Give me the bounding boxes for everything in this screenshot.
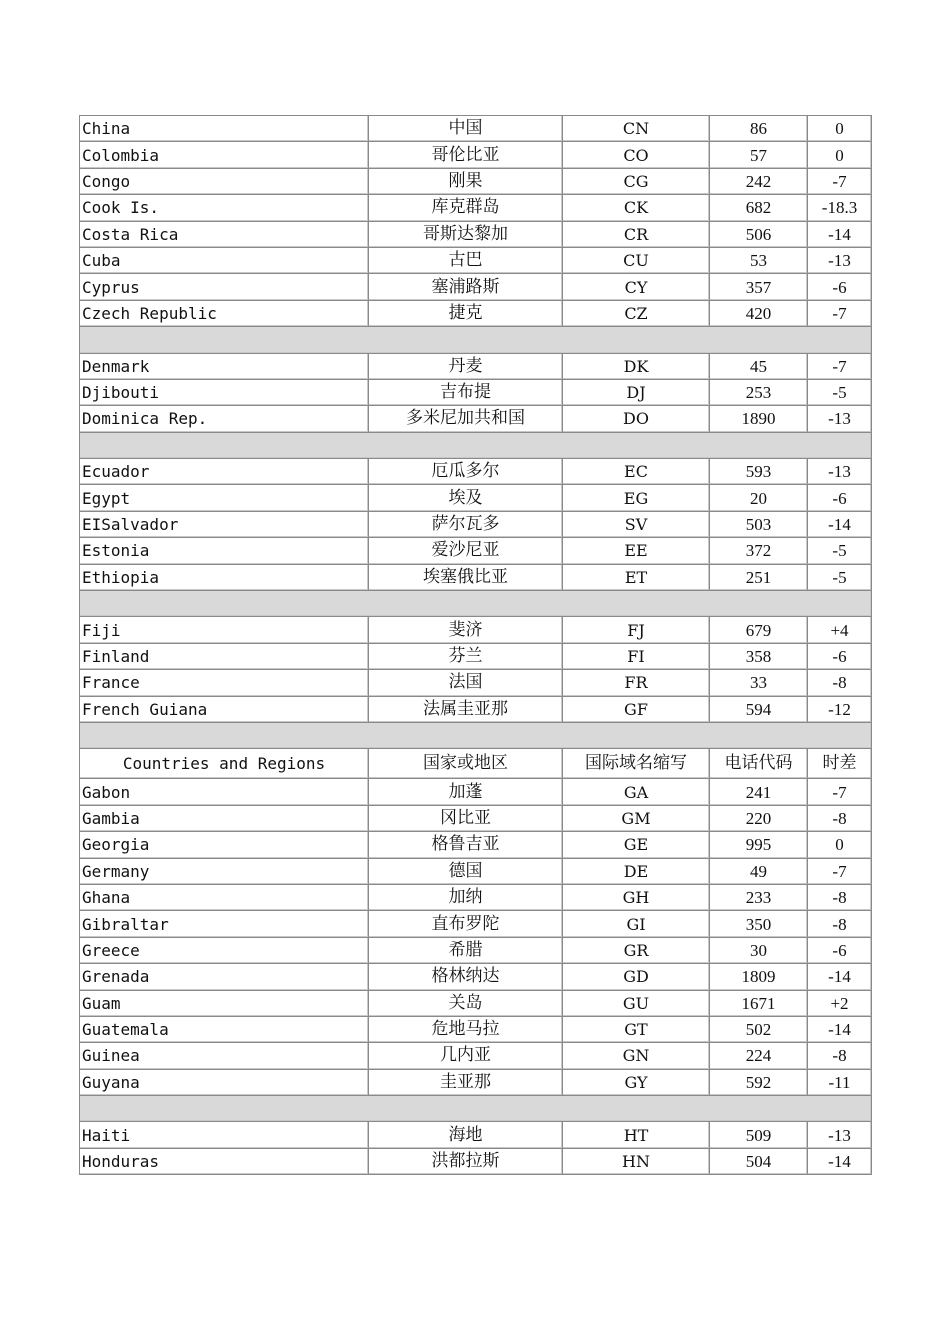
country-name-zh-cell: 埃及 <box>369 485 563 511</box>
time-difference-cell: -6 <box>808 485 872 511</box>
country-name-en-cell: Fiji <box>80 617 369 643</box>
time-difference-cell: -14 <box>808 221 872 247</box>
phone-code-cell: 241 <box>710 779 808 805</box>
domain-code-cell: SV <box>563 511 710 537</box>
phone-code-cell: 49 <box>710 858 808 884</box>
country-name-zh-cell: 希腊 <box>369 937 563 963</box>
table-row <box>80 353 872 379</box>
table-row <box>80 884 872 910</box>
domain-code-cell: HT <box>563 1122 710 1148</box>
country-name-en-cell: Guam <box>80 990 369 1016</box>
country-name-en-cell: Egypt <box>80 485 369 511</box>
country-name-zh-cell: 多米尼加共和国 <box>369 406 563 432</box>
time-difference-cell: -7 <box>808 858 872 884</box>
country-name-zh-cell: 格鲁吉亚 <box>369 832 563 858</box>
time-difference-cell: -5 <box>808 564 872 590</box>
country-name-en-cell: China <box>80 116 369 142</box>
phone-code-cell: 995 <box>710 832 808 858</box>
country-name-zh-cell: 海地 <box>369 1122 563 1148</box>
table-row <box>80 247 872 273</box>
country-name-zh-cell: 圭亚那 <box>369 1069 563 1095</box>
domain-code-cell: GE <box>563 832 710 858</box>
time-difference-cell: -13 <box>808 459 872 485</box>
table-row <box>80 805 872 831</box>
domain-code-cell: GI <box>563 911 710 937</box>
phone-code-cell: 502 <box>710 1016 808 1042</box>
country-name-zh-cell: 芬兰 <box>369 643 563 669</box>
table-row <box>80 221 872 247</box>
table-row <box>80 1043 872 1069</box>
phone-code-cell: 679 <box>710 617 808 643</box>
time-difference-cell: -8 <box>808 805 872 831</box>
domain-code-cell: GA <box>563 779 710 805</box>
domain-code-cell: EG <box>563 485 710 511</box>
time-difference-cell: -14 <box>808 1016 872 1042</box>
table-row <box>80 670 872 696</box>
section-separator-row <box>80 432 872 458</box>
domain-code-cell: ET <box>563 564 710 590</box>
domain-code-cell: GR <box>563 937 710 963</box>
domain-code-cell: CU <box>563 247 710 273</box>
table-row <box>80 274 872 300</box>
domain-code-cell: CO <box>563 142 710 168</box>
phone-code-cell: 420 <box>710 300 808 326</box>
country-name-en-cell: Georgia <box>80 832 369 858</box>
phone-code-cell: 251 <box>710 564 808 590</box>
country-name-zh-cell: 捷克 <box>369 300 563 326</box>
domain-code-cell: CZ <box>563 300 710 326</box>
domain-code-cell: CR <box>563 221 710 247</box>
domain-code-cell: CK <box>563 195 710 221</box>
table-row <box>80 168 872 194</box>
table-row <box>80 643 872 669</box>
country-name-zh-cell: 加纳 <box>369 884 563 910</box>
column-header-country-name-zh: 国家或地区 <box>369 749 563 779</box>
time-difference-cell: -13 <box>808 406 872 432</box>
table-row <box>80 911 872 937</box>
table-row <box>80 858 872 884</box>
table-row <box>80 511 872 537</box>
domain-code-cell: FI <box>563 643 710 669</box>
country-name-zh-cell: 厄瓜多尔 <box>369 459 563 485</box>
time-difference-cell: -7 <box>808 168 872 194</box>
country-name-en-cell: Guyana <box>80 1069 369 1095</box>
country-name-en-cell: Greece <box>80 937 369 963</box>
phone-code-cell: 506 <box>710 221 808 247</box>
time-difference-cell: -13 <box>808 247 872 273</box>
country-name-en-cell: Finland <box>80 643 369 669</box>
phone-code-cell: 503 <box>710 511 808 537</box>
phone-code-cell: 45 <box>710 353 808 379</box>
phone-code-cell: 86 <box>710 116 808 142</box>
country-name-zh-cell: 斐济 <box>369 617 563 643</box>
table-row <box>80 990 872 1016</box>
country-name-en-cell: Honduras <box>80 1148 369 1174</box>
country-name-en-cell: Djibouti <box>80 379 369 405</box>
domain-code-cell: GD <box>563 964 710 990</box>
country-name-en-cell: EISalvador <box>80 511 369 537</box>
table-row <box>80 379 872 405</box>
country-name-en-cell: Dominica Rep. <box>80 406 369 432</box>
time-difference-cell: -13 <box>808 1122 872 1148</box>
country-name-zh-cell: 吉布提 <box>369 379 563 405</box>
time-difference-cell: -8 <box>808 670 872 696</box>
table-row <box>80 564 872 590</box>
country-name-zh-cell: 危地马拉 <box>369 1016 563 1042</box>
country-name-en-cell: Grenada <box>80 964 369 990</box>
country-name-en-cell: Guatemala <box>80 1016 369 1042</box>
country-name-en-cell: Cook Is. <box>80 195 369 221</box>
time-difference-cell: -14 <box>808 964 872 990</box>
time-difference-cell: -7 <box>808 779 872 805</box>
time-difference-cell: -12 <box>808 696 872 722</box>
phone-code-cell: 350 <box>710 911 808 937</box>
country-name-zh-cell: 塞浦路斯 <box>369 274 563 300</box>
phone-code-cell: 1890 <box>710 406 808 432</box>
domain-code-cell: GY <box>563 1069 710 1095</box>
domain-code-cell: DK <box>563 353 710 379</box>
domain-code-cell: GU <box>563 990 710 1016</box>
time-difference-cell: -6 <box>808 274 872 300</box>
domain-code-cell: CN <box>563 116 710 142</box>
phone-code-cell: 53 <box>710 247 808 273</box>
table-row <box>80 195 872 221</box>
country-name-en-cell: Estonia <box>80 538 369 564</box>
time-difference-cell: 0 <box>808 832 872 858</box>
country-name-zh-cell: 关岛 <box>369 990 563 1016</box>
country-name-en-cell: Guinea <box>80 1043 369 1069</box>
phone-code-cell: 1671 <box>710 990 808 1016</box>
country-name-zh-cell: 加蓬 <box>369 779 563 805</box>
table-row <box>80 406 872 432</box>
table-row <box>80 459 872 485</box>
country-name-en-cell: Haiti <box>80 1122 369 1148</box>
country-name-en-cell: Ghana <box>80 884 369 910</box>
column-header-time-difference: 时差 <box>808 749 872 779</box>
time-difference-cell: 0 <box>808 142 872 168</box>
time-difference-cell: -7 <box>808 353 872 379</box>
country-name-zh-cell: 哥伦比亚 <box>369 142 563 168</box>
phone-code-cell: 593 <box>710 459 808 485</box>
time-difference-cell: -6 <box>808 937 872 963</box>
section-separator-row <box>80 327 872 353</box>
phone-code-cell: 224 <box>710 1043 808 1069</box>
table-row <box>80 696 872 722</box>
country-name-zh-cell: 丹麦 <box>369 353 563 379</box>
phone-code-cell: 358 <box>710 643 808 669</box>
section-separator-row <box>80 591 872 617</box>
phone-code-cell: 357 <box>710 274 808 300</box>
domain-code-cell: EE <box>563 538 710 564</box>
country-name-en-cell: Costa Rica <box>80 221 369 247</box>
country-name-en-cell: Gibraltar <box>80 911 369 937</box>
country-name-en-cell: Czech Republic <box>80 300 369 326</box>
separator-cell <box>80 327 872 353</box>
table-row <box>80 538 872 564</box>
phone-code-cell: 504 <box>710 1148 808 1174</box>
domain-code-cell: GH <box>563 884 710 910</box>
section-separator-row <box>80 1096 872 1122</box>
country-name-zh-cell: 库克群岛 <box>369 195 563 221</box>
country-name-en-cell: Ethiopia <box>80 564 369 590</box>
table-row <box>80 779 872 805</box>
country-name-en-cell: Gambia <box>80 805 369 831</box>
domain-code-cell: DJ <box>563 379 710 405</box>
country-name-en-cell: Colombia <box>80 142 369 168</box>
country-name-zh-cell: 古巴 <box>369 247 563 273</box>
phone-code-cell: 682 <box>710 195 808 221</box>
time-difference-cell: +2 <box>808 990 872 1016</box>
country-name-zh-cell: 洪都拉斯 <box>369 1148 563 1174</box>
phone-code-cell: 592 <box>710 1069 808 1095</box>
domain-code-cell: DO <box>563 406 710 432</box>
time-difference-cell: -6 <box>808 643 872 669</box>
table-row <box>80 485 872 511</box>
phone-code-cell: 242 <box>710 168 808 194</box>
time-difference-cell: -14 <box>808 1148 872 1174</box>
section-separator-row <box>80 722 872 748</box>
phone-code-cell: 30 <box>710 937 808 963</box>
domain-code-cell: CG <box>563 168 710 194</box>
phone-code-cell: 253 <box>710 379 808 405</box>
country-name-zh-cell: 法属圭亚那 <box>369 696 563 722</box>
separator-cell <box>80 591 872 617</box>
phone-code-cell: 233 <box>710 884 808 910</box>
country-name-zh-cell: 埃塞俄比亚 <box>369 564 563 590</box>
separator-cell <box>80 722 872 748</box>
country-name-zh-cell: 冈比亚 <box>369 805 563 831</box>
country-name-zh-cell: 萨尔瓦多 <box>369 511 563 537</box>
domain-code-cell: GT <box>563 1016 710 1042</box>
phone-code-cell: 1809 <box>710 964 808 990</box>
time-difference-cell: -5 <box>808 538 872 564</box>
table-body <box>80 116 872 1175</box>
table-row <box>80 1148 872 1174</box>
country-code-table <box>79 115 872 1175</box>
country-name-en-cell: Gabon <box>80 779 369 805</box>
time-difference-cell: -18.3 <box>808 195 872 221</box>
time-difference-cell: -8 <box>808 884 872 910</box>
table-header-row <box>80 749 872 779</box>
country-name-zh-cell: 中国 <box>369 116 563 142</box>
table-row <box>80 964 872 990</box>
country-name-en-cell: Cyprus <box>80 274 369 300</box>
domain-code-cell: FR <box>563 670 710 696</box>
time-difference-cell: 0 <box>808 116 872 142</box>
time-difference-cell: +4 <box>808 617 872 643</box>
country-name-zh-cell: 直布罗陀 <box>369 911 563 937</box>
country-name-en-cell: Cuba <box>80 247 369 273</box>
phone-code-cell: 33 <box>710 670 808 696</box>
table-row <box>80 142 872 168</box>
domain-code-cell: HN <box>563 1148 710 1174</box>
country-name-zh-cell: 爱沙尼亚 <box>369 538 563 564</box>
phone-code-cell: 220 <box>710 805 808 831</box>
table-row <box>80 116 872 142</box>
table-row <box>80 832 872 858</box>
table-row <box>80 937 872 963</box>
country-name-zh-cell: 法国 <box>369 670 563 696</box>
table-row <box>80 1016 872 1042</box>
country-name-zh-cell: 几内亚 <box>369 1043 563 1069</box>
column-header-phone-code: 电话代码 <box>710 749 808 779</box>
phone-code-cell: 372 <box>710 538 808 564</box>
phone-code-cell: 57 <box>710 142 808 168</box>
country-name-en-cell: French Guiana <box>80 696 369 722</box>
domain-code-cell: GN <box>563 1043 710 1069</box>
domain-code-cell: FJ <box>563 617 710 643</box>
time-difference-cell: -7 <box>808 300 872 326</box>
domain-code-cell: DE <box>563 858 710 884</box>
table-row <box>80 1122 872 1148</box>
time-difference-cell: -5 <box>808 379 872 405</box>
country-name-zh-cell: 刚果 <box>369 168 563 194</box>
phone-code-cell: 594 <box>710 696 808 722</box>
time-difference-cell: -8 <box>808 1043 872 1069</box>
country-name-zh-cell: 格林纳达 <box>369 964 563 990</box>
country-name-en-cell: France <box>80 670 369 696</box>
separator-cell <box>80 1096 872 1122</box>
domain-code-cell: GM <box>563 805 710 831</box>
country-name-zh-cell: 哥斯达黎加 <box>369 221 563 247</box>
column-header-country-name-en: Countries and Regions <box>80 749 369 779</box>
domain-code-cell: EC <box>563 459 710 485</box>
phone-code-cell: 509 <box>710 1122 808 1148</box>
time-difference-cell: -14 <box>808 511 872 537</box>
column-header-domain-code: 国际域名缩写 <box>563 749 710 779</box>
domain-code-cell: GF <box>563 696 710 722</box>
country-name-zh-cell: 德国 <box>369 858 563 884</box>
domain-code-cell: CY <box>563 274 710 300</box>
table-row <box>80 300 872 326</box>
separator-cell <box>80 432 872 458</box>
table-row <box>80 617 872 643</box>
time-difference-cell: -11 <box>808 1069 872 1095</box>
phone-code-cell: 20 <box>710 485 808 511</box>
country-name-en-cell: Congo <box>80 168 369 194</box>
country-name-en-cell: Denmark <box>80 353 369 379</box>
time-difference-cell: -8 <box>808 911 872 937</box>
table-row <box>80 1069 872 1095</box>
country-name-en-cell: Ecuador <box>80 459 369 485</box>
country-name-en-cell: Germany <box>80 858 369 884</box>
